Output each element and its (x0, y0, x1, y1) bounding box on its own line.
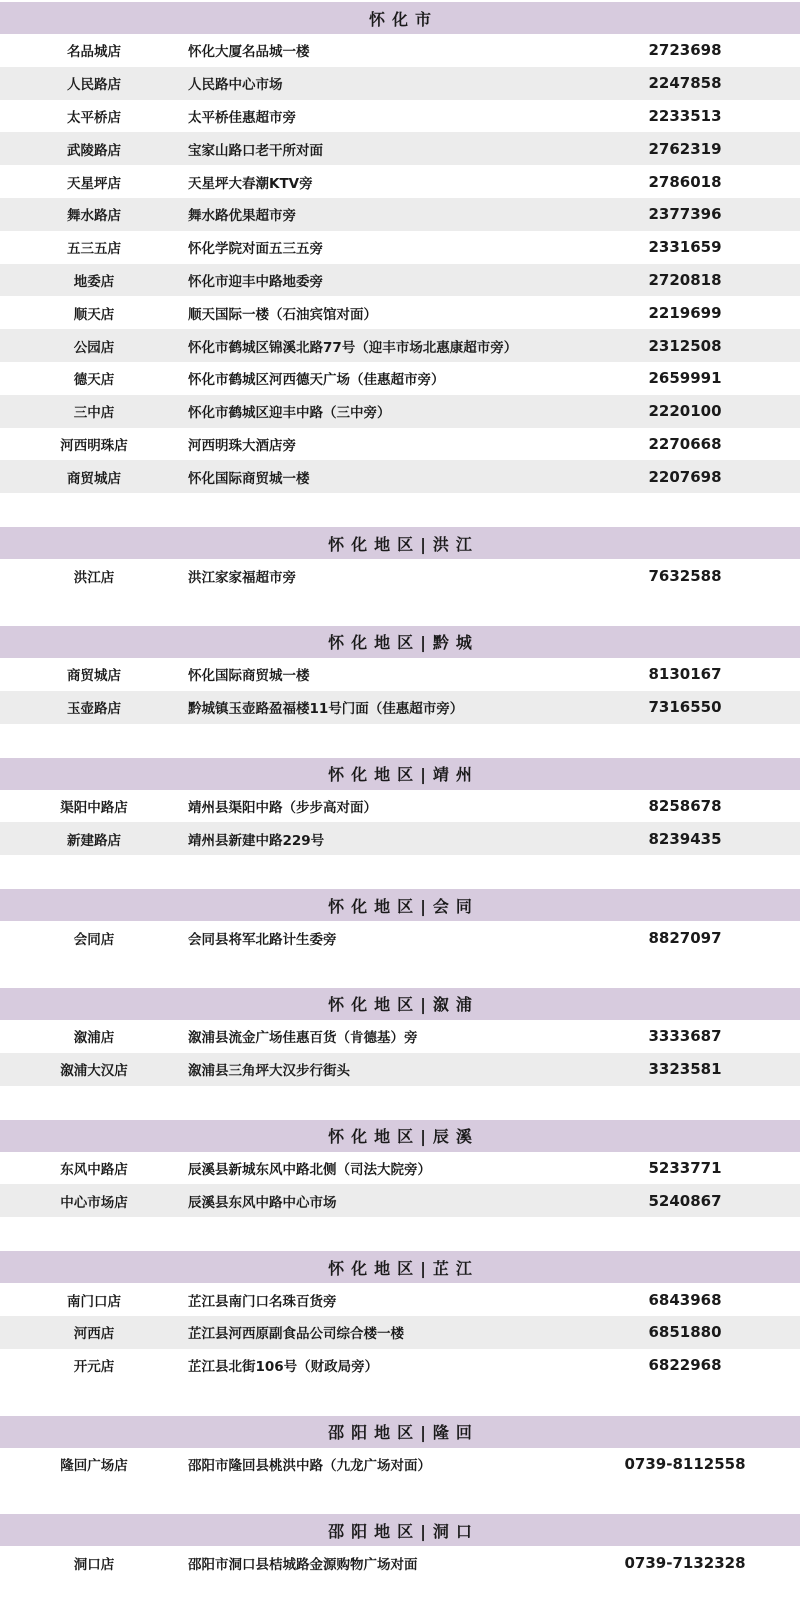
store-address: 宝家山路口老干所对面 (188, 142, 323, 159)
region-title: 怀化地区|辰溪 (328, 1127, 479, 1147)
store-phone: 2233513 (648, 106, 722, 125)
store-name: 天星坪店 (67, 175, 121, 192)
store-rows (0, 658, 800, 724)
store-address: 怀化国际商贸城一楼 (188, 470, 310, 487)
table-row (0, 1283, 800, 1316)
store-name: 商贸城店 (67, 470, 121, 487)
region-section-4 (0, 889, 800, 954)
region-title: 怀化地区|芷江 (328, 1258, 479, 1278)
region-section-3 (0, 758, 800, 856)
store-address: 溆浦县流金广场佳惠百货（肯德基）旁 (188, 1030, 418, 1047)
store-name: 商贸城店 (67, 668, 121, 685)
table-row (0, 231, 800, 264)
store-phone: 8239435 (648, 829, 722, 848)
region-header (0, 889, 800, 921)
region-header (0, 1251, 800, 1283)
store-address: 怀化市鹤城区迎丰中路（三中旁） (188, 405, 391, 422)
table-row (0, 34, 800, 67)
table-row (0, 1053, 800, 1086)
store-address: 怀化国际商贸城一楼 (188, 668, 310, 685)
store-name: 三中店 (73, 405, 115, 422)
region-header (0, 988, 800, 1020)
table-row (0, 1184, 800, 1217)
region-title: 邵阳地区|隆回 (328, 1423, 479, 1443)
store-rows (0, 790, 800, 856)
store-phone: 5233771 (648, 1158, 722, 1177)
table-row (0, 395, 800, 428)
region-header (0, 626, 800, 658)
store-name: 中心市场店 (60, 1194, 128, 1211)
table-row (0, 100, 800, 133)
table-row (0, 362, 800, 395)
store-name: 玉壶路店 (67, 701, 121, 718)
store-phone: 2720818 (648, 270, 722, 289)
region-section-6 (0, 1120, 800, 1218)
store-phone: 0739-7132328 (624, 1553, 746, 1572)
region-title: 怀化地区|会同 (328, 896, 479, 916)
store-name: 南门口店 (67, 1293, 121, 1310)
store-address: 舞水路优果超市旁 (188, 208, 296, 225)
region-header (0, 1514, 800, 1546)
store-phone: 2247858 (648, 74, 722, 93)
store-address: 邵阳市隆回县桃洪中路（九龙广场对面） (188, 1457, 431, 1474)
store-name: 德天店 (73, 372, 115, 389)
store-phone: 8258678 (648, 796, 722, 815)
region-title: 怀化地区|洪江 (328, 534, 479, 554)
table-row (0, 296, 800, 329)
store-phone: 2219699 (648, 303, 722, 322)
table-row (0, 132, 800, 165)
region-header (0, 1120, 800, 1152)
store-address: 黔城镇玉壶路盈福楼11号门面（佳惠超市旁） (188, 701, 464, 718)
store-phone: 2331659 (648, 238, 722, 257)
store-phone: 3323581 (648, 1060, 722, 1079)
store-phone: 2786018 (648, 172, 722, 191)
store-rows (0, 1448, 800, 1481)
store-address: 怀化学院对面五三五旁 (188, 241, 323, 258)
region-title: 怀化市 (368, 9, 438, 29)
store-phone: 7632588 (648, 566, 722, 585)
store-phone: 3333687 (648, 1027, 722, 1046)
store-phone: 6851880 (648, 1323, 722, 1342)
store-name: 河西明珠店 (60, 437, 128, 454)
store-address: 天星坪大春潮KTV旁 (188, 175, 313, 192)
store-name: 公园店 (73, 339, 115, 356)
store-name: 地委店 (73, 273, 115, 290)
region-header (0, 2, 800, 34)
store-phone: 7316550 (648, 698, 722, 717)
store-phone: 5240867 (648, 1191, 722, 1210)
store-name: 人民路店 (67, 77, 121, 94)
table-row (0, 165, 800, 198)
store-phone: 8130167 (648, 665, 722, 684)
store-name: 洞口店 (73, 1556, 115, 1573)
store-address: 芷江县北街106号（财政局旁） (188, 1359, 379, 1376)
table-row (0, 658, 800, 691)
store-name: 会同店 (73, 931, 115, 948)
region-title: 怀化地区|溆浦 (328, 995, 479, 1015)
store-name: 名品城店 (67, 44, 121, 61)
store-address: 怀化市鹤城区河西德天广场（佳惠超市旁） (188, 372, 445, 389)
region-section-1 (0, 527, 800, 592)
table-row (0, 1448, 800, 1481)
store-rows (0, 34, 800, 493)
table-row (0, 822, 800, 855)
store-name: 开元店 (73, 1359, 115, 1376)
store-rows (0, 1020, 800, 1086)
region-title: 邵阳地区|洞口 (328, 1521, 479, 1541)
table-row (0, 921, 800, 954)
store-name: 河西店 (73, 1326, 115, 1343)
store-name: 武陵路店 (67, 142, 121, 159)
store-rows (0, 559, 800, 592)
store-address: 洪江家家福超市旁 (188, 569, 296, 586)
store-address: 河西明珠大酒店旁 (188, 437, 296, 454)
store-phone: 2220100 (648, 402, 722, 421)
store-phone: 2659991 (648, 369, 722, 388)
store-address: 辰溪县东风中路中心市场 (188, 1194, 337, 1211)
store-phone: 8827097 (648, 928, 722, 947)
region-section-5 (0, 988, 800, 1086)
table-row (0, 329, 800, 362)
store-address: 芷江县南门口名珠百货旁 (188, 1293, 337, 1310)
table-row (0, 691, 800, 724)
store-address: 邵阳市洞口县桔城路金源购物广场对面 (188, 1556, 418, 1573)
store-rows (0, 921, 800, 954)
store-address: 芷江县河西原副食品公司综合楼一楼 (188, 1326, 404, 1343)
store-address: 太平桥佳惠超市旁 (188, 109, 296, 126)
store-phone: 2762319 (648, 139, 722, 158)
store-directory (0, 2, 800, 1579)
table-row (0, 198, 800, 231)
store-phone: 2312508 (648, 336, 722, 355)
store-phone: 6843968 (648, 1290, 722, 1309)
store-name: 溆浦店 (73, 1030, 115, 1047)
table-row (0, 67, 800, 100)
store-phone: 6822968 (648, 1356, 722, 1375)
store-name: 洪江店 (73, 569, 115, 586)
table-row (0, 264, 800, 297)
region-section-7 (0, 1251, 800, 1381)
store-address: 靖州县渠阳中路（步步高对面） (188, 799, 377, 816)
store-phone: 2207698 (648, 467, 722, 486)
table-row (0, 460, 800, 493)
region-section-8 (0, 1416, 800, 1481)
store-address: 靖州县新建中路229号 (188, 832, 325, 849)
region-header (0, 527, 800, 559)
store-address: 怀化大厦名品城一楼 (188, 44, 310, 61)
store-name: 隆回广场店 (60, 1457, 128, 1474)
store-address: 人民路中心市场 (188, 77, 283, 94)
table-row (0, 428, 800, 461)
store-address: 溆浦县三角坪大汉步行街头 (188, 1063, 350, 1080)
store-name: 太平桥店 (67, 109, 121, 126)
store-rows (0, 1546, 800, 1579)
store-phone: 0739-8112558 (624, 1454, 746, 1473)
store-address: 怀化市迎丰中路地委旁 (188, 273, 323, 290)
region-header (0, 758, 800, 790)
store-phone: 2723698 (648, 41, 722, 60)
store-name: 新建路店 (67, 832, 121, 849)
store-name: 溆浦大汉店 (60, 1063, 128, 1080)
store-rows (0, 1283, 800, 1381)
table-row (0, 1316, 800, 1349)
table-row (0, 1020, 800, 1053)
store-rows (0, 1152, 800, 1218)
region-section-9 (0, 1514, 800, 1579)
store-name: 五三五店 (67, 241, 121, 258)
table-row (0, 559, 800, 592)
region-title: 怀化地区|靖州 (328, 765, 479, 785)
region-header (0, 1416, 800, 1448)
region-section-2 (0, 626, 800, 724)
table-row (0, 1152, 800, 1185)
table-row (0, 1349, 800, 1382)
store-name: 东风中路店 (60, 1161, 128, 1178)
store-phone: 2377396 (648, 205, 722, 224)
store-name: 渠阳中路店 (60, 799, 128, 816)
region-section-0 (0, 2, 800, 493)
region-title: 怀化地区|黔城 (328, 633, 479, 653)
store-address: 怀化市鹤城区锦溪北路77号（迎丰市场北惠康超市旁） (188, 339, 518, 356)
store-phone: 2270668 (648, 434, 722, 453)
table-row (0, 790, 800, 823)
store-name: 顺天店 (73, 306, 115, 323)
store-address: 辰溪县新城东风中路北侧（司法大院旁） (188, 1161, 431, 1178)
store-name: 舞水路店 (67, 208, 121, 225)
store-address: 会同县将军北路计生委旁 (188, 931, 337, 948)
store-address: 顺天国际一楼（石油宾馆对面） (188, 306, 377, 323)
table-row (0, 1546, 800, 1579)
